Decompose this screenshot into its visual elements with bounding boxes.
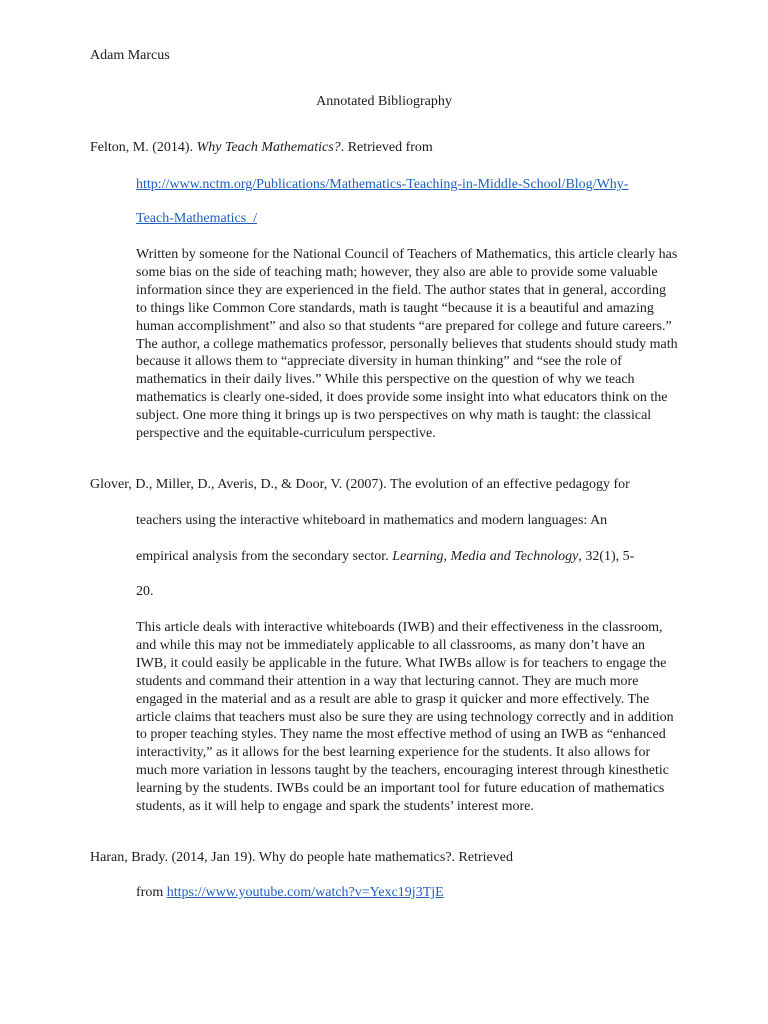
annotation-felton: Written by someone for the National Council of Teachers of Mathematics, this article clearly has some bias on the side of teaching math; however, they also are able to provide some valuable information since they are experienced in the field. The author states that in general, according to things like Common Core standards, math is taught “because it is a beautiful and amazing human accomplishment” and also so that students “are prepared for college and future careers.” The author, a college mathematics professor, personally believes that students should study math because it allows them to “appreciate diversity in human thinking” and “see the role of mathematics in their daily lives.” While this perspective on the question of why we teach mathematics is clearly one-sided, it does provide some insight into what educators think on the subject. One more thing it brings up is two perspectives on why math is taught: the classical perspective and the equitable-curriculum perspective. bbox=[136, 247, 678, 442]
document-title: Annotated Bibliography bbox=[316, 94, 452, 109]
citation-source-prefix: empirical analysis from the secondary sector. bbox=[136, 549, 393, 564]
citation-glover: Glover, D., Miller, D., Averis, D., & Door, V. (2007). The evolution of an effective pedagogy for bbox=[90, 477, 630, 492]
citation-glover-line3 bbox=[136, 548, 634, 566]
citation-url-line bbox=[136, 176, 628, 194]
author-name: Adam Marcus bbox=[90, 48, 170, 63]
citation-author-date: Felton, M. (2014). bbox=[90, 140, 197, 155]
citation-title: Why Teach Mathematics? bbox=[196, 140, 341, 155]
citation-url-line bbox=[136, 210, 257, 228]
nctm-link-continued[interactable]: Teach-Mathematics_/ bbox=[136, 211, 258, 226]
nctm-link[interactable]: http://www.nctm.org/Publications/Mathematics-Teaching-in-Middle-School/Blog/Why- bbox=[136, 177, 629, 192]
citation-haran-line2 bbox=[136, 884, 444, 902]
citation-retrieval: . Retrieved from bbox=[340, 140, 433, 155]
citation-haran: Haran, Brady. (2014, Jan 19). Why do people hate mathematics?. Retrieved bbox=[90, 850, 513, 865]
citation-volume: , 32(1), 5- bbox=[578, 549, 635, 564]
journal-title: Learning, Media and Technology bbox=[392, 549, 579, 564]
annotation-glover: This article deals with interactive whiteboards (IWB) and their effectiveness in the classroom, and while this may not be immediately applicable to all classrooms, as many don’t have an IWB, it could easily be applicable in the future. What IWBs allow is for teachers to engage the students and command their attention in a way that lecturing cannot. They are much more engaged in the material and as a result are able to grasp it quicker and more effectively. The article claims that teachers must also be sure they are using technology correctly and in addition to proper teaching styles. They name the most effective method of using an IWB as “enhanced interactivity,” as it allows for the best learning experience for the students. It also allows for much more variation in lessons taught by the teachers, encouraging interest through kinesthetic learning by the students. IWBs could be an important tool for future education of mathematics students, as it will help to engage and spark the students’ interest more. bbox=[136, 620, 674, 815]
citation-glover-line4: 20. bbox=[136, 584, 154, 599]
youtube-link[interactable]: https://www.youtube.com/watch?v=Yexc19j3TjE bbox=[166, 885, 444, 900]
citation-glover-line2: teachers using the interactive whiteboard in mathematics and modern languages: An bbox=[136, 513, 608, 528]
citation-felton bbox=[90, 139, 433, 157]
citation-from-label: from bbox=[136, 885, 167, 900]
